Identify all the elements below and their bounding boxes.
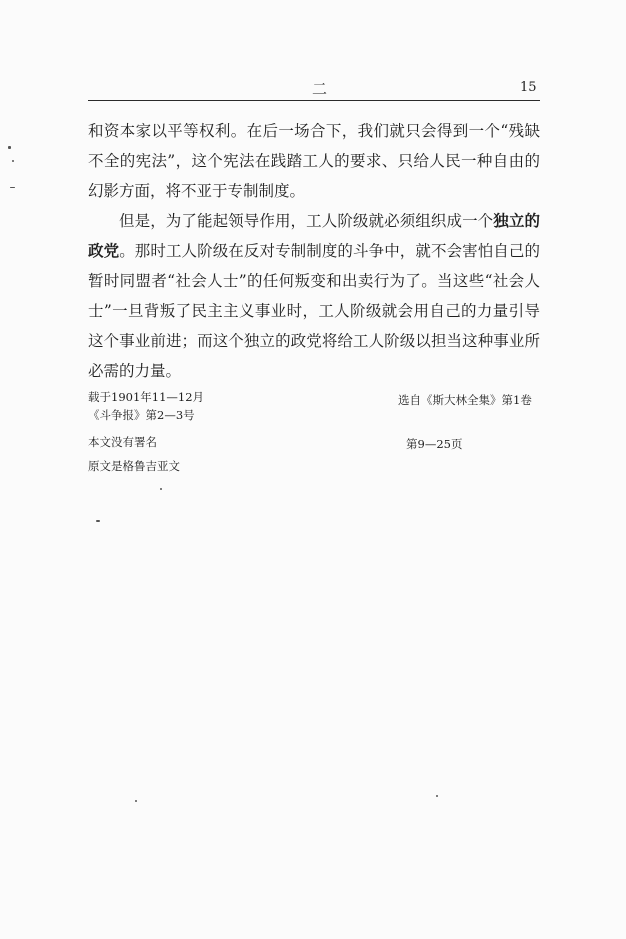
header-mark: 二 [312, 80, 330, 98]
header-rule [88, 100, 540, 101]
scan-speck [160, 488, 162, 490]
scan-speck [10, 187, 15, 188]
source-newspaper: 《斗争报》第2—3号 [88, 408, 195, 422]
page-number: 15 [520, 80, 537, 95]
body-text [88, 116, 540, 386]
scan-speck [12, 160, 14, 162]
source-collection: 选自《斯大林全集》第1卷 [398, 393, 532, 407]
scan-speck [96, 520, 100, 522]
paragraph-2-part-b: 。那时工人阶级在反对专制制度的斗争中，就不会害怕自己的暂时同盟者“社会人士”的任何叛变和出卖行为了。当这些“社会人士”一旦背叛了民主主义事业时，工人阶级就会用自己的力量引导这个事业前进；而这个独立的政党将给工人阶级以担当这种事业所必需的力量。 [88, 242, 540, 380]
paragraph-1: 和资本家以平等权利。在后一场合下，我们就只会得到一个“残缺不全的宪法”，这个宪法在践踏工人的要求、只给人民一种自由的幻影方面，将不亚于专制制度。 [88, 122, 540, 200]
source-published-block [88, 388, 204, 424]
source-pages: 第9—25页 [406, 437, 463, 451]
paragraph-2-part-a: 但是，为了能起领导作用，工人阶级就必须组织成一个 [119, 212, 494, 230]
paragraph-2-bold: 独立的政党 [88, 211, 540, 260]
scan-speck [436, 795, 438, 797]
source-published: 载于1901年11—12月 [88, 390, 205, 404]
source-original-language: 原文是格鲁吉亚文 [88, 459, 180, 473]
paragraph-2 [88, 206, 540, 386]
scan-speck [135, 800, 137, 802]
scan-speck [8, 146, 11, 149]
source-unsigned: 本文没有署名 [88, 435, 157, 449]
